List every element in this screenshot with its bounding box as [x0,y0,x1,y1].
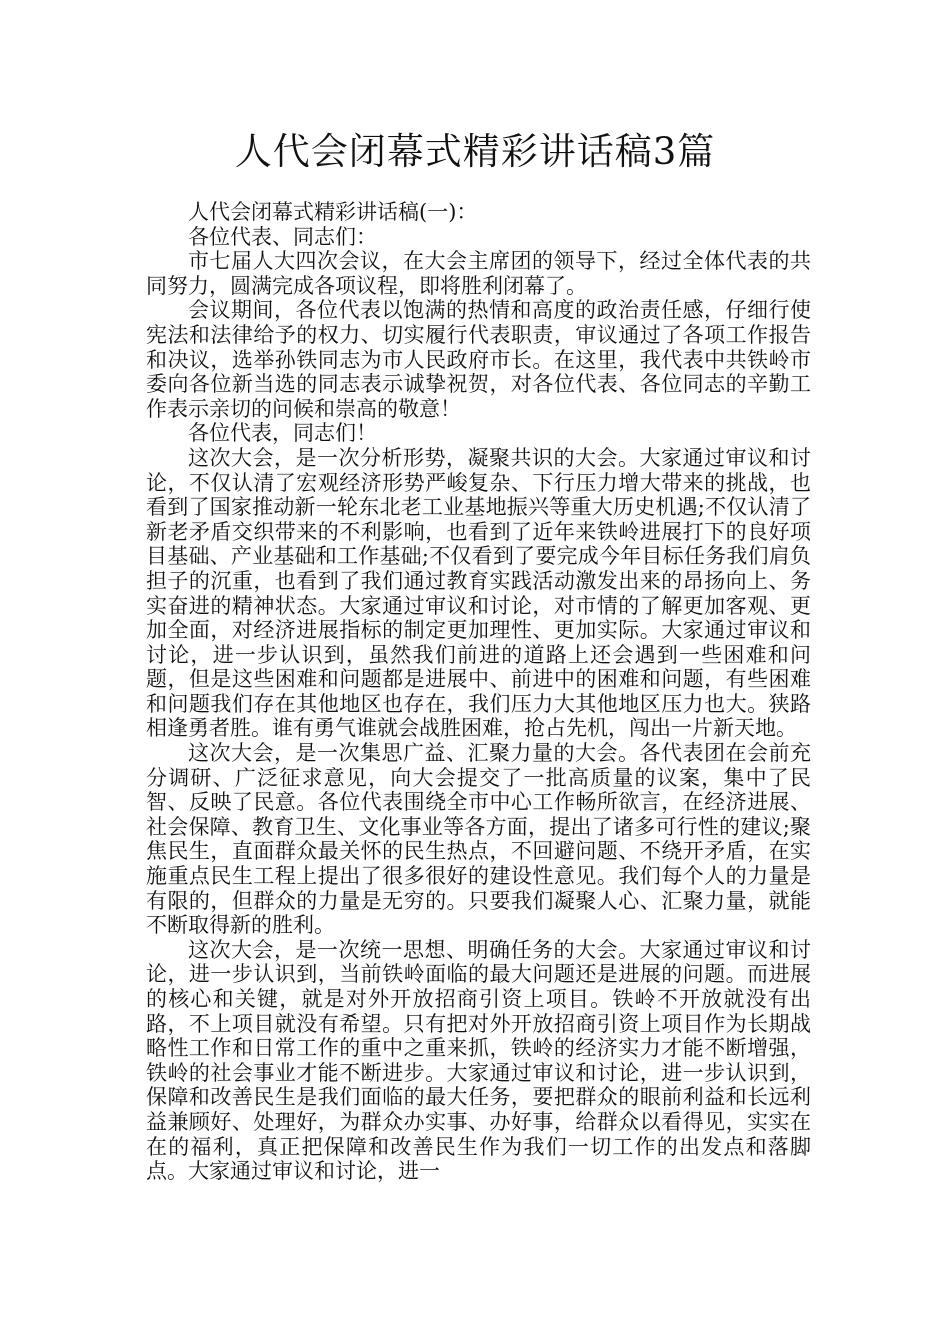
paragraph-salutation: 各位代表，同志们！ [188,421,377,446]
paragraph: 这次大会，是一次统一思想、明确任务的大会。大家通过审议和讨论，进一步认识到，当前铁岭面临的最大问题还是进展的问题。而进展的核心和关键，就是对外开放招商引资上项目。铁岭不开放就没有出路，不上项目就没有希望。只有把对外开放招商引资上项目作为长期战略性工作和日常工作的重中之重来抓，铁岭的经济实力才能不断增强，铁岭的社会事业才能不断进步。大家通过审议和讨论，进一步认识到，保障和改善民生是我们面临的最大任务，要把群众的眼前利益和长远利益兼顾好、处理好，为群众办实事、办好事，给群众以看得见，实实在在的福利，真正把保障和改善民生作为我们一切工作的出发点和落脚点。大家通过审议和讨论，进一 [146,937,811,1184]
paragraph: 市七届人大四次会议，在大会主席团的领导下，经过全体代表的共同努力，圆满完成各项议程，即将胜利闭幕了。 [146,249,811,298]
paragraph: 这次大会，是一次分析形势，凝聚共识的大会。大家通过审议和讨论，不仅认清了宏观经济形势严峻复杂、下行压力增大带来的挑战，也看到了国家推动新一轮东北老工业基地振兴等重大历史机遇;不仅认清了新老矛盾交织带来的不利影响，也看到了近年来铁岭进展打下的良好项目基础、产业基础和工作基础;不仅看到了要完成今年目标任务我们肩负担子的沉重，也看到了我们通过教育实践活动激发出来的昂扬向上、务实奋进的精神状态。大家通过审议和讨论，对市情的了解更加客观、更加全面，对经济进展指标的制定更加理性、更加实际。大家通过审议和讨论，进一步认识到，虽然我们前进的道路上还会遇到一些困难和问题，但是这些困难和问题都是进展中、前进中的困难和问题，有些困难和问题我们存在其他地区也存在，我们压力大其他地区压力也大。狭路相逢勇者胜。谁有勇气谁就会战胜困难，抢占先机，闯出一片新天地。 [146,445,811,741]
paragraph-heading: 人代会闭幕式精彩讲话稿(一)： [188,200,478,224]
paragraph: 这次大会，是一次集思广益、汇聚力量的大会。各代表团在会前充分调研、广泛征求意见，向大会提交了一批高质量的议案，集中了民智、反映了民意。各位代表围绕全市中心工作畅所欲言，在经济进展、社会保障、教育卫生、文化事业等各方面，提出了诸多可行性的建议;聚焦民生，直面群众最关怀的民生热点，不回避问题、不绕开矛盾，在实施重点民生工程上提出了很多很好的建设性意见。我们每个人的力量是有限的，但群众的力量是无穷的。只要我们凝聚人心、汇聚力量，就能不断取得新的胜利。 [146,741,811,938]
document-body [146,200,811,1184]
document-title: 人代会闭幕式精彩讲话稿3篇 [234,130,716,173]
paragraph: 会议期间，各位代表以饱满的热情和高度的政治责任感，仔细行使宪法和法律给予的权力、切实履行代表职责，审议通过了各项工作报告和决议，选举孙铁同志为市人民政府市长。在这里，我代表中共铁岭市委向各位新当选的同志表示诚挚祝贺，对各位代表、各位同志的辛勤工作表示亲切的问候和崇高的敬意！ [146,298,811,421]
paragraph-salutation: 各位代表、同志们： [188,224,377,249]
